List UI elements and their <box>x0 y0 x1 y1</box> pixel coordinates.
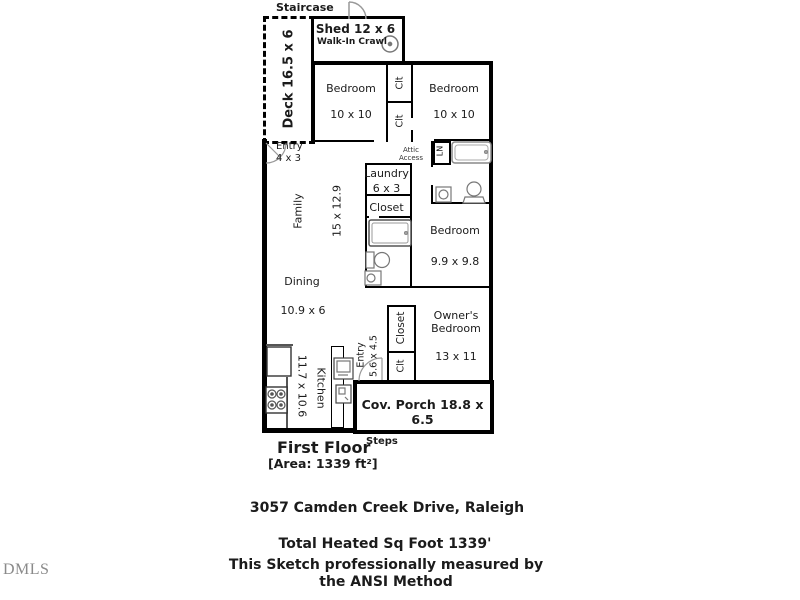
total-sqft-line: Total Heated Sq Foot 1339' <box>278 536 492 552</box>
kitchen-dims: 11.7 x 10.6 <box>295 354 309 418</box>
bathtub-icon <box>369 220 411 246</box>
bedroom2-label: Bedroom <box>429 82 479 95</box>
bedroom3-dims: 9.9 x 9.8 <box>430 255 480 268</box>
sink-icon <box>365 271 381 285</box>
address-line: 3057 Camden Creek Drive, Raleigh <box>249 500 525 516</box>
family-label: Family <box>291 193 305 229</box>
owner-closet-label: Closet <box>395 311 407 345</box>
dmls-watermark: DMLS <box>3 561 50 578</box>
toilet-icon <box>366 252 390 268</box>
laundry-dims: 6 x 3 <box>372 182 401 195</box>
shed-label: Shed 12 x 6 <box>315 22 396 36</box>
deck-label: Deck 16.5 x 6 <box>281 29 297 129</box>
dishwasher-icon <box>336 385 351 403</box>
closet-clt-lower-label: Clt <box>394 114 406 128</box>
pedestal-sink-icon <box>463 182 485 203</box>
bedroom1-dims: 10 x 10 <box>330 108 372 121</box>
rear-entry-dims: 5.6 x 4.5 <box>368 335 380 377</box>
front-entry-label-group <box>276 141 303 164</box>
toilet-icon <box>436 187 451 202</box>
linen-label: LN <box>435 145 445 157</box>
floor-area: [Area: 1339 ft²] <box>268 456 378 471</box>
staircase-door-arc <box>349 2 366 19</box>
stove-icon <box>266 387 287 413</box>
ansi-method-line: This Sketch professionally measured by the ANSI Method <box>228 557 544 590</box>
dining-label: Dining <box>284 275 320 288</box>
porch-label: Cov. Porch 18.8 x 6.5 <box>361 397 484 427</box>
owner-bedroom-label: Owner's Bedroom <box>431 309 481 336</box>
bedroom1-label: Bedroom <box>326 82 376 95</box>
bathtub-icon <box>452 142 491 163</box>
walkin-crawl-label: Walk-In Crawl <box>317 37 387 47</box>
bedroom2-dims: 10 x 10 <box>433 108 475 121</box>
owner-bedroom-dims: 13 x 11 <box>435 350 477 363</box>
kitchen-label: Kitchen <box>314 367 328 409</box>
hall-closet-label: Closet <box>369 201 404 214</box>
family-dims: 15 x 12.9 <box>330 185 344 237</box>
floor-title: First Floor <box>277 438 371 457</box>
rear-entry-label: Entry <box>355 342 367 368</box>
laundry-label: Laundry <box>364 167 409 180</box>
dining-dims: 10.9 x 6 <box>280 304 326 317</box>
front-entry-label: Entry <box>276 141 303 152</box>
owner-clt-label: Clt <box>395 359 407 373</box>
kitchen-sink-icon <box>334 358 353 379</box>
staircase-label: Staircase <box>276 1 334 14</box>
attic-access-label: Attic Access <box>399 146 423 163</box>
steps-label: Steps <box>366 436 398 447</box>
fridge-icon <box>267 347 291 376</box>
bedroom3-label: Bedroom <box>430 224 480 237</box>
closet-clt-upper-label: Clt <box>394 76 406 90</box>
front-entry-dims: 4 x 3 <box>276 152 301 164</box>
